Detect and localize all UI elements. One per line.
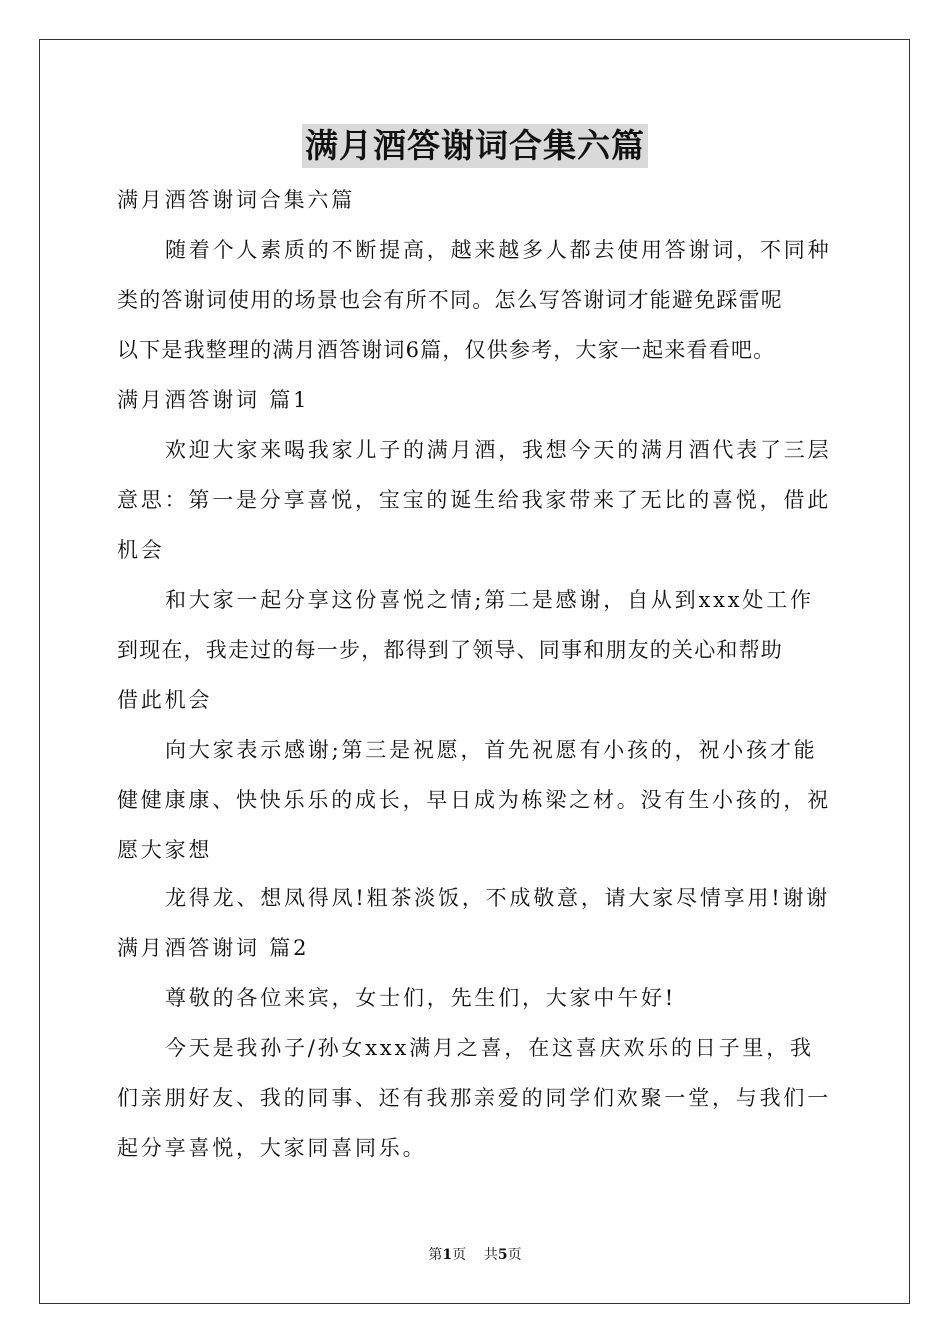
paragraph-line: 尊敬的各位来宾，女士们，先生们，大家中午好! <box>165 986 677 1010</box>
paragraph-line: 向大家表示感谢;第三是祝愿，首先祝愿有小孩的，祝小孩才能 <box>165 738 818 762</box>
paragraph-line: 健健康康、快快乐乐的成长，早日成为栋梁之材。没有生小孩的，祝 <box>117 788 831 812</box>
page-prefix: 第 <box>428 1247 443 1263</box>
page-footer <box>0 1246 950 1264</box>
paragraph-line: 借此机会 <box>117 688 213 712</box>
paragraph-line: 机会 <box>117 538 165 562</box>
paragraph-line: 随着个人素质的不断提高，越来越多人都去使用答谢词，不同种 <box>165 238 832 262</box>
paragraph-line: 和大家一起分享这份喜悦之情;第二是感谢，自从到xxx处工作 <box>165 588 814 612</box>
doc-subtitle: 满月酒答谢词合集六篇 <box>117 188 355 212</box>
paragraph-line: 龙得龙、想凤得凤!粗茶淡饭，不成敬意，请大家尽情享用!谢谢 <box>165 886 831 910</box>
total-pages: 5 <box>497 1247 508 1263</box>
total-suffix: 页 <box>507 1247 522 1263</box>
paragraph-line: 愿大家想 <box>117 838 213 862</box>
section-heading-2: 满月酒答谢词 篇2 <box>117 936 310 960</box>
section-heading-1: 满月酒答谢词 篇1 <box>117 388 310 412</box>
paragraph-line: 类的答谢词使用的场景也会有所不同。怎么写答谢词才能避免踩雷呢 <box>117 288 783 312</box>
paragraph-line: 今天是我孙子/孙女xxx满月之喜，在这喜庆欢乐的日子里，我 <box>165 1036 814 1060</box>
document-title: 满月酒答谢词合集六篇 <box>302 124 648 168</box>
paragraph-line: 欢迎大家来喝我家儿子的满月酒，我想今天的满月酒代表了三层 <box>165 438 832 462</box>
page-border <box>39 39 910 1304</box>
total-prefix: 共 <box>483 1247 498 1263</box>
paragraph-line: 意思：第一是分享喜悦，宝宝的诞生给我家带来了无比的喜悦，借此 <box>117 488 831 512</box>
page-number: 1 <box>442 1247 453 1263</box>
paragraph-line: 到现在，我走过的每一步，都得到了领导、同事和朋友的关心和帮助 <box>117 638 783 662</box>
paragraph-line: 们亲朋好友、我的同事、还有我那亲爱的同学们欢聚一堂，与我们一 <box>117 1086 831 1110</box>
paragraph-line: 起分享喜悦，大家同喜同乐。 <box>117 1136 427 1160</box>
page-suffix: 页 <box>452 1247 467 1263</box>
title-container <box>0 124 950 168</box>
paragraph-line: 以下是我整理的满月酒答谢词6篇，仅供参考，大家一起来看看吧。 <box>117 338 776 362</box>
